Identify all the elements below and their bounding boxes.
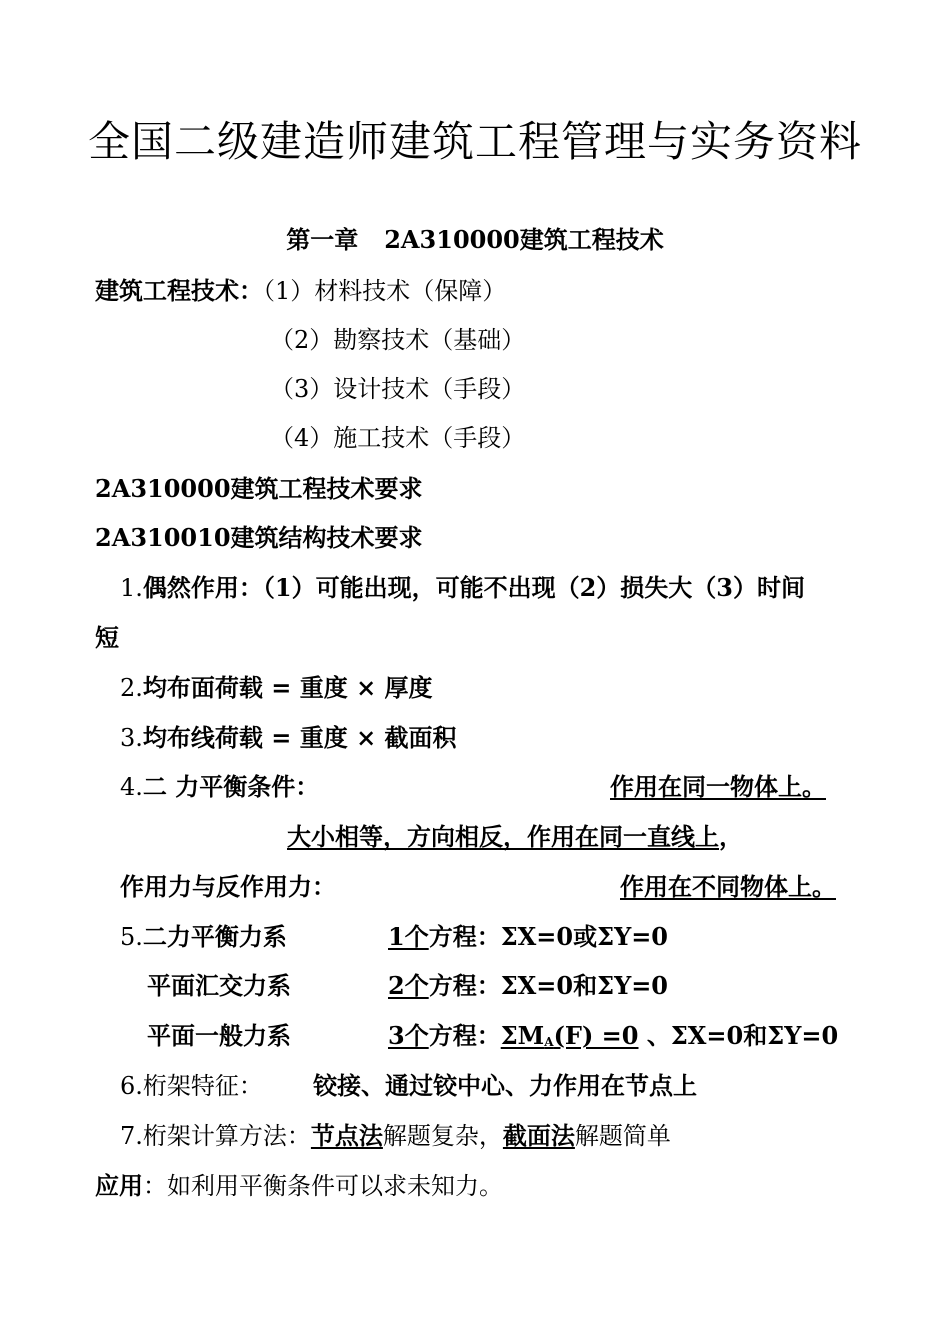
point-text: 均布线荷载 = 重度 × 截面积 (142, 723, 457, 752)
tech-item-tag: （手段） (429, 375, 526, 403)
action-reaction-label: 作用力与反作用力： (120, 872, 336, 901)
tech-item-tag: （手段） (429, 424, 526, 452)
condition-tail: ， (719, 822, 743, 851)
condition-text: 大小相等，方向相反，作用在同一直线上 (287, 822, 719, 851)
equation-label: 方程： (428, 1021, 501, 1050)
tech-item-name: 施工技术 (333, 424, 430, 452)
point-number: 2. (120, 674, 143, 702)
point-number: 3. (120, 724, 143, 752)
equation-spec (388, 1021, 839, 1050)
method-section-desc: 解题简单 (574, 1122, 671, 1150)
point-text: 偶然作用：（1）可能出现，可能不出现（2）损失大（3）时间 (142, 573, 806, 602)
equation-spec (388, 922, 669, 951)
tech-item-name: 勘察技术 (333, 326, 430, 354)
moment-symbol: ΣM (500, 1021, 545, 1050)
equation-formula: ΣX=0和ΣY=0 (500, 971, 669, 1000)
tech-item-num: （4） (270, 424, 334, 452)
point-3 (120, 723, 457, 752)
tech-item-name: 材料技术 (314, 277, 411, 305)
document-title: 全国二级建造师建筑工程管理与实务资料 (87, 117, 862, 166)
point-6 (120, 1074, 263, 1098)
equation-formula: ΣX=0或ΣY=0 (500, 922, 669, 951)
equation-count: 3个 (388, 1021, 429, 1050)
chapter-code-title: 2A310000建筑工程技术 (384, 225, 664, 254)
truss-features: 铰接、通过铰中心、力作用在节点上 (313, 1071, 697, 1100)
force-system-name: 平面汇交力系 (147, 971, 291, 1000)
point-text: 均布面荷载 = 重度 × 厚度 (142, 673, 433, 702)
condition-different-object: 作用在不同物体上。 (620, 872, 836, 901)
tech-item-num: （1） (263, 277, 315, 305)
method-section: 截面法 (502, 1121, 575, 1150)
moment-formula (501, 1021, 639, 1050)
section-heading-2: 2A310010建筑结构技术要求 (95, 523, 423, 552)
condition-same-object: 作用在同一物体上。 (610, 772, 826, 801)
moment-subscript: A (544, 1035, 554, 1049)
point-label: 桁架计算方法： (142, 1122, 311, 1150)
point-number: 5. (120, 923, 143, 951)
tech-item-name: 设计技术 (333, 375, 430, 403)
force-system-name: 平面一般力系 (147, 1021, 291, 1050)
equation-spec (388, 971, 669, 1000)
application-text: ：如利用平衡条件可以求未知力。 (143, 1172, 503, 1200)
point-label: 桁架特征： (142, 1072, 263, 1100)
tech-line-3 (270, 377, 525, 401)
method-node-desc: 解题复杂， (382, 1122, 503, 1150)
section-heading-1: 2A310000建筑工程技术要求 (95, 474, 423, 503)
tech-line-1 (95, 276, 507, 305)
force-system-name: 二力平衡力系 (142, 922, 287, 951)
point-number: 1. (120, 574, 143, 602)
equation-label: 方程： (428, 971, 501, 1000)
equation-count: 2个 (388, 971, 429, 1000)
tech-item-num: （2） (270, 326, 334, 354)
condition-equal-opposite (287, 822, 743, 851)
force-system-row (120, 922, 287, 951)
tech-line-2 (270, 328, 525, 352)
application-label: 应用 (95, 1171, 143, 1200)
tech-item-num: （3） (270, 375, 334, 403)
chapter-heading (0, 225, 950, 254)
method-node: 节点法 (310, 1121, 383, 1150)
point-1 (120, 573, 806, 602)
point-label: 二 力平衡条件： (142, 772, 320, 801)
equation-count: 1个 (388, 922, 429, 951)
point-2 (120, 673, 433, 702)
application-line (95, 1171, 503, 1200)
tech-line-4 (270, 426, 525, 450)
point-1-wrap: 短 (95, 623, 119, 652)
point-number: 7. (120, 1122, 143, 1150)
point-number: 6. (120, 1072, 143, 1100)
equation-formula: 、ΣX=0和ΣY=0 (638, 1021, 839, 1050)
tech-item-tag: （基础） (429, 326, 526, 354)
point-7 (120, 1121, 671, 1150)
chapter-label: 第一章 (286, 225, 359, 254)
moment-rest: (F) =0 (553, 1021, 639, 1050)
point-number: 4. (120, 773, 143, 801)
tech-label: 建筑工程技术： (95, 276, 263, 305)
equation-label: 方程： (428, 922, 501, 951)
tech-item-tag: （保障） (410, 277, 507, 305)
point-4 (120, 772, 320, 801)
